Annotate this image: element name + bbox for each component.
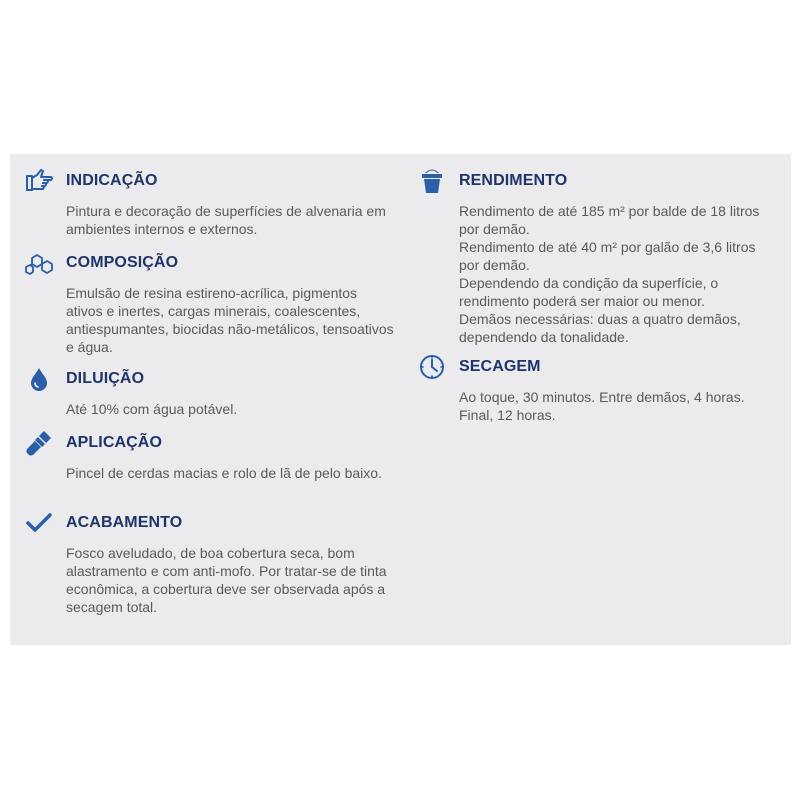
paint-bucket-icon: [417, 166, 447, 196]
section-text: Pincel de cerdas macias e rolo de lã de pelo baixo.: [66, 465, 382, 481]
section-text: Até 10% com água potável.: [66, 401, 238, 417]
section-text: Rendimento de até 185 m² por balde de 18 litros por demão. Rendimento de até 40 m² por galão de 3,6 litros por demão. Dependendo da condição da superfície, o rendimento poderá ser maior ou menor. Demãos necessárias: duas a quatro demãos, dependendo da tonalidade.: [459, 203, 760, 345]
paint-brush-icon: [24, 428, 54, 458]
section-title: ACABAMENTO: [66, 514, 183, 531]
checkmark-icon: [24, 508, 54, 538]
section-title: DILUIÇÃO: [66, 370, 145, 387]
section-text: Ao toque, 30 minutos. Entre demãos, 4 horas. Final, 12 horas.: [459, 389, 745, 423]
section-text: Pintura e decoração de superfícies de alvenaria em ambientes internos e externos.: [66, 203, 386, 237]
section-title: INDICAÇÃO: [66, 172, 158, 189]
section-title: RENDIMENTO: [459, 172, 568, 189]
section-title: SECAGEM: [459, 358, 541, 375]
pointing-hand-icon: [24, 166, 54, 196]
water-drop-icon: [24, 364, 54, 394]
molecule-icon: [24, 248, 54, 278]
section-text: Emulsão de resina estireno-acrílica, pigmentos ativos e inertes, cargas minerais, coalescentes, antiespumantes, biocidas não-metálicos, tensoativos e água.: [66, 285, 394, 355]
clock-icon: [417, 352, 447, 382]
section-title: APLICAÇÃO: [66, 434, 163, 451]
section-text: Fosco aveludado, de boa cobertura seca, bom alastramento e com anti-mofo. Por tratar-se de tinta econômica, a cobertura deve ser observada após a secagem total.: [66, 545, 387, 615]
section-title: COMPOSIÇÃO: [66, 254, 179, 271]
product-info-panel: [10, 154, 791, 645]
